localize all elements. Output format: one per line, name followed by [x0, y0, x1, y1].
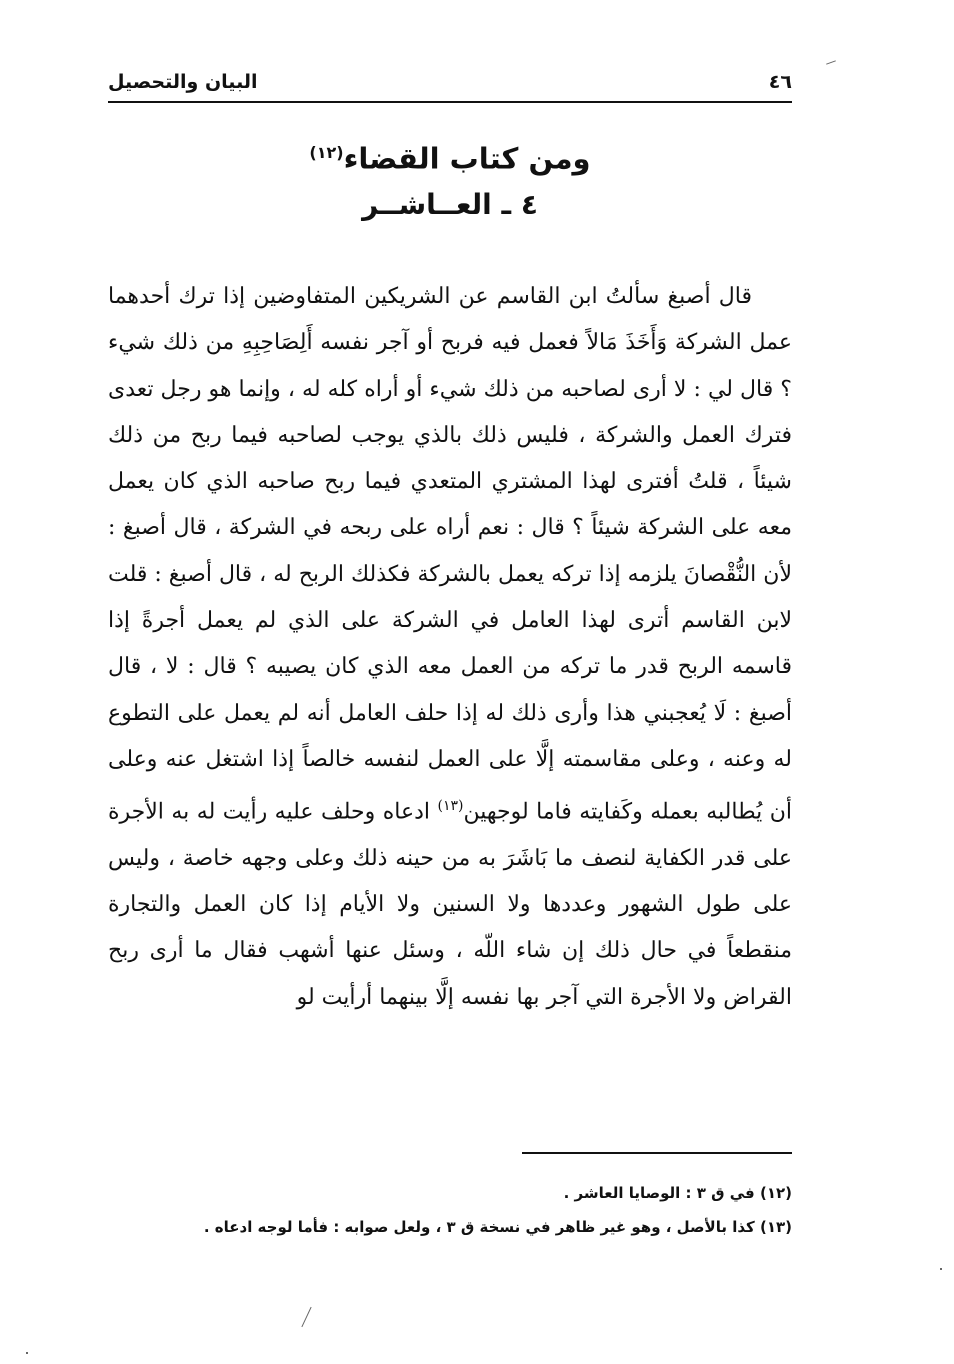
footnote-marker: (١٢)	[759, 1184, 792, 1202]
body-paragraph	[108, 274, 792, 1021]
footnote-13	[108, 1210, 792, 1244]
footnote-rule	[522, 1152, 792, 1154]
header-rule	[108, 101, 792, 103]
body-text-part-1: قال أصبغ سألتُ ابن القاسم عن الشريكين المتفاوضين إذا ترك أحدهما عمل الشركة وَأَخَذَ مَالاً فعمل فيه فربح أو آجر نفسه أَلِصَاحِبِهِ من ذلك شيء ؟ قال لي : لا أرى لصاحبه من ذلك شيء أو أراه كله له ، وإنما هو رجل تعدى فترك العمل والشركة ، فليس ذلك بالذي يوجب لصاحبه فيما ربح من ذلك شيئاً ، قلتُ أفترى لهذا المشتري المتعدي فيما ربح صاحبه الذي كان يعمل معه على الشركة شيئاً ؟ قال : نعم أراه على ربحه في الشركة ، قال أصبغ : لأن النُّقْصانَ يلزمه إذا تركه يعمل بالشركة فكذلك الربح له ، قال أصبغ : قلت لابن القاسم أترى لهذا العامل في الشركة على الذي لم يعمل أجرةً إذا قاسمه الربح قدر ما تركه من العمل معه الذي كان يصيبه ؟ قال : لا ، قال أصبغ : لَا يُعجبني هذا وأرى ذلك له إذا حلف العامل أنه لم يعمل على التطوع له وعنه ، وعلى مقاسمته إلَّا على العمل لنفسه خالصاً إذا اشتغل عنه وعلى أن يُطالبه بعمله وكَفايته فاما لوجهين	[108, 284, 792, 825]
section-title-footnote-ref: (١٢)	[309, 143, 344, 162]
footnotes	[108, 1176, 792, 1244]
footnote-text: في ق ٣ : الوصايا العاشر .	[563, 1184, 755, 1202]
body-text-part-2: ادعاه وحلف عليه رأيت له به الأجرة على قدر الكفاية لنصف ما بَاشَرَ به من حينه ذلك وعلى وجهه خاصة ، وليس على طول الشهور وعددها ولا السنين ولا الأيام إذا كان العمل والتجارة منقطعاً في حال ذلك إن شاء اللّه ، وسئل عنها أشهب فقال ما أرى ربح القراض ولا الأجرة التي آجر بها نفسه إلَّا بينهما أرأيت لو	[108, 799, 792, 1010]
running-title: البيان والتحصيل	[108, 71, 258, 93]
body-footnote-ref: (١٣)	[437, 798, 464, 815]
footnote-marker: (١٣)	[759, 1218, 792, 1236]
footnote-12	[108, 1176, 792, 1210]
scan-speck	[826, 60, 836, 64]
section-title-text: ومن كتاب القضاء	[343, 141, 591, 176]
footnote-text: كذا بالأصل ، وهو غير ظاهر في نسخة ق ٣ ، ولعل صوابه : فأما لوجه ادعاه .	[203, 1218, 755, 1236]
section-title	[108, 130, 792, 182]
scan-speck	[26, 1352, 28, 1354]
page-number: ٤٦	[768, 71, 792, 93]
scan-speck	[301, 1307, 311, 1327]
running-header	[108, 66, 792, 98]
scan-speck	[940, 1268, 942, 1270]
section-subtitle: ٤ ـ العــاشــر	[362, 188, 538, 221]
